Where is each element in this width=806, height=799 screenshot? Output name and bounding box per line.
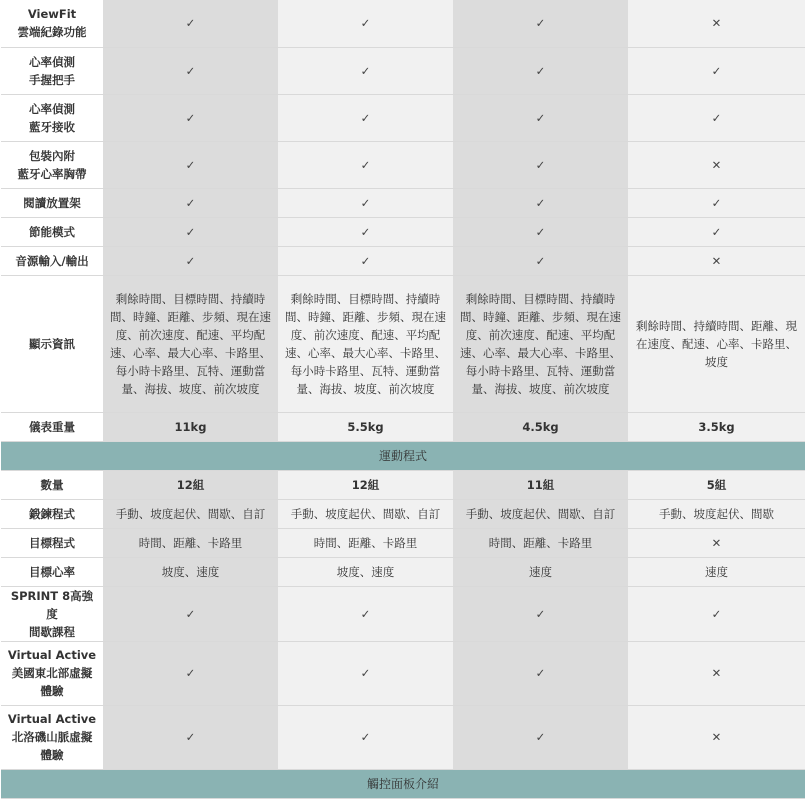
check-icon: ✓ [278,0,453,47]
row-label-line: 目標程式 [29,535,75,550]
row-label-line: 美國東北部虛擬 [11,666,93,680]
check-icon: ✓ [453,586,628,641]
check-icon: ✓ [453,141,628,188]
display-info-cell: 剩餘時間、持續時間、距離、現在速度、配速、心率、卡路里、坡度 [628,275,805,412]
row-label [1,94,103,141]
value-cell: 5組 [628,470,805,499]
value-cell: 坡度、速度 [278,557,453,586]
row-label-line: SPRINT 8高強度 [10,588,94,621]
row-label [1,0,103,47]
value-cell: 11組 [453,470,628,499]
value-cell: 速度 [628,557,805,586]
table-row [1,188,805,217]
check-icon: ✓ [103,217,278,246]
value-cell: 時間、距離、卡路里 [453,528,628,557]
check-icon: ✓ [453,47,628,94]
check-icon: ✓ [103,141,278,188]
table-row [1,0,805,47]
table-row [1,47,805,94]
row-label-line: 包裝內附 [29,148,75,163]
table-row [1,217,805,246]
value-cell: 12組 [278,470,453,499]
display-info-cell: 剩餘時間、目標時間、持續時間、時鐘、距離、步頻、現在速度、前次速度、配速、平均配速、心率、最大心率、卡路里、每小時卡路里、瓦特、運動當量、海拔、坡度、前次坡度 [103,275,278,412]
row-label-line: 數量 [40,477,64,492]
row-label [1,705,103,769]
row-label-line: 體驗 [40,684,64,698]
row-label-line: 雲端紀錄功能 [17,25,87,40]
row-label-line: 閱讀放置架 [23,195,81,210]
cross-icon: ✕ [628,705,805,769]
row-label [1,586,103,641]
row-label [1,141,103,188]
check-icon: ✓ [103,705,278,769]
table-row [1,470,805,499]
table-row [1,557,805,586]
cross-icon: ✕ [628,141,805,188]
row-label-line: 鍛鍊程式 [29,506,75,521]
row-label-line: 北洛磯山脈虛擬 [11,730,93,744]
table-row [1,528,805,557]
check-icon: ✓ [103,94,278,141]
table-row [1,94,805,141]
row-label-line: 心率偵測 [29,54,75,69]
value-cell: 12組 [103,470,278,499]
row-label: 儀表重量 [1,412,103,441]
value-cell: 手動、坡度起伏、間歇、自訂 [453,499,628,528]
check-icon: ✓ [628,188,805,217]
row-label-line: 手握把手 [29,72,75,87]
row-label [1,528,103,557]
check-icon: ✓ [103,47,278,94]
check-icon: ✓ [278,141,453,188]
value-cell: 時間、距離、卡路里 [103,528,278,557]
weight-cell: 5.5kg [278,412,453,441]
section-header-programs [1,441,805,470]
row-label [1,470,103,499]
row-label [1,47,103,94]
value-cell: 手動、坡度起伏、間歇、自訂 [278,499,453,528]
weight-cell: 4.5kg [453,412,628,441]
table-row-display-info [1,275,805,412]
display-info-cell: 剩餘時間、目標時間、持續時間、時鐘、距離、步頻、現在速度、前次速度、配速、平均配速、心率、最大心率、卡路里、每小時卡路里、瓦特、運動當量、海拔、坡度、前次坡度 [453,275,628,412]
check-icon: ✓ [453,641,628,705]
check-icon: ✓ [103,586,278,641]
check-icon: ✓ [103,246,278,275]
check-icon: ✓ [278,705,453,769]
value-cell: 手動、坡度起伏、間歇 [628,499,805,528]
check-icon: ✓ [278,47,453,94]
row-label-line: 間歇課程 [29,624,75,639]
row-label-line: 藍牙接收 [29,119,75,134]
value-cell: 手動、坡度起伏、間歇、自訂 [103,499,278,528]
row-label: 顯示資訊 [1,275,103,412]
row-label [1,217,103,246]
check-icon: ✓ [628,217,805,246]
check-icon: ✓ [453,188,628,217]
section-header-programs-title: 運動程式 [1,441,805,470]
table-row [1,586,805,641]
check-icon: ✓ [278,246,453,275]
comparison-table-body [1,0,805,798]
table-row [1,641,805,705]
row-label [1,188,103,217]
check-icon: ✓ [628,94,805,141]
row-label-line: 藍牙心率胸帶 [17,166,87,181]
value-cell: 坡度、速度 [103,557,278,586]
row-label [1,499,103,528]
cross-icon: ✕ [628,0,805,47]
check-icon: ✓ [278,641,453,705]
check-icon: ✓ [278,188,453,217]
check-icon: ✓ [278,586,453,641]
row-label-line: Virtual Active [7,648,97,662]
table-row [1,141,805,188]
check-icon: ✓ [628,586,805,641]
weight-cell: 11kg [103,412,278,441]
row-label-line: Virtual Active [7,712,97,726]
row-label [1,641,103,705]
check-icon: ✓ [453,0,628,47]
row-label-line: ViewFit [27,7,77,22]
table-row [1,246,805,275]
row-label-line: 節能模式 [29,224,75,239]
check-icon: ✓ [453,246,628,275]
table-row [1,499,805,528]
comparison-table [1,0,805,799]
cross-icon: ✕ [628,641,805,705]
row-label [1,557,103,586]
row-label [1,246,103,275]
check-icon: ✓ [278,94,453,141]
check-icon: ✓ [103,0,278,47]
row-label-line: 心率偵測 [29,101,75,116]
row-label-line: 體驗 [40,748,64,762]
display-info-cell: 剩餘時間、目標時間、持續時間、時鐘、距離、步頻、現在速度、前次速度、配速、平均配速、心率、最大心率、卡路里、每小時卡路里、瓦特、運動當量、海拔、坡度、前次坡度 [278,275,453,412]
row-label-line: 音源輸入/輸出 [15,253,89,268]
weight-cell: 3.5kg [628,412,805,441]
row-label-line: 目標心率 [29,564,75,579]
check-icon: ✓ [278,217,453,246]
cross-icon: ✕ [628,528,805,557]
value-cell: 時間、距離、卡路里 [278,528,453,557]
table-row [1,705,805,769]
check-icon: ✓ [453,217,628,246]
check-icon: ✓ [453,94,628,141]
table-row-weight [1,412,805,441]
section-header-touch-panel-title: 觸控面板介紹 [1,769,805,798]
check-icon: ✓ [103,641,278,705]
check-icon: ✓ [103,188,278,217]
value-cell: 速度 [453,557,628,586]
cross-icon: ✕ [628,246,805,275]
check-icon: ✓ [453,705,628,769]
check-icon: ✓ [628,47,805,94]
